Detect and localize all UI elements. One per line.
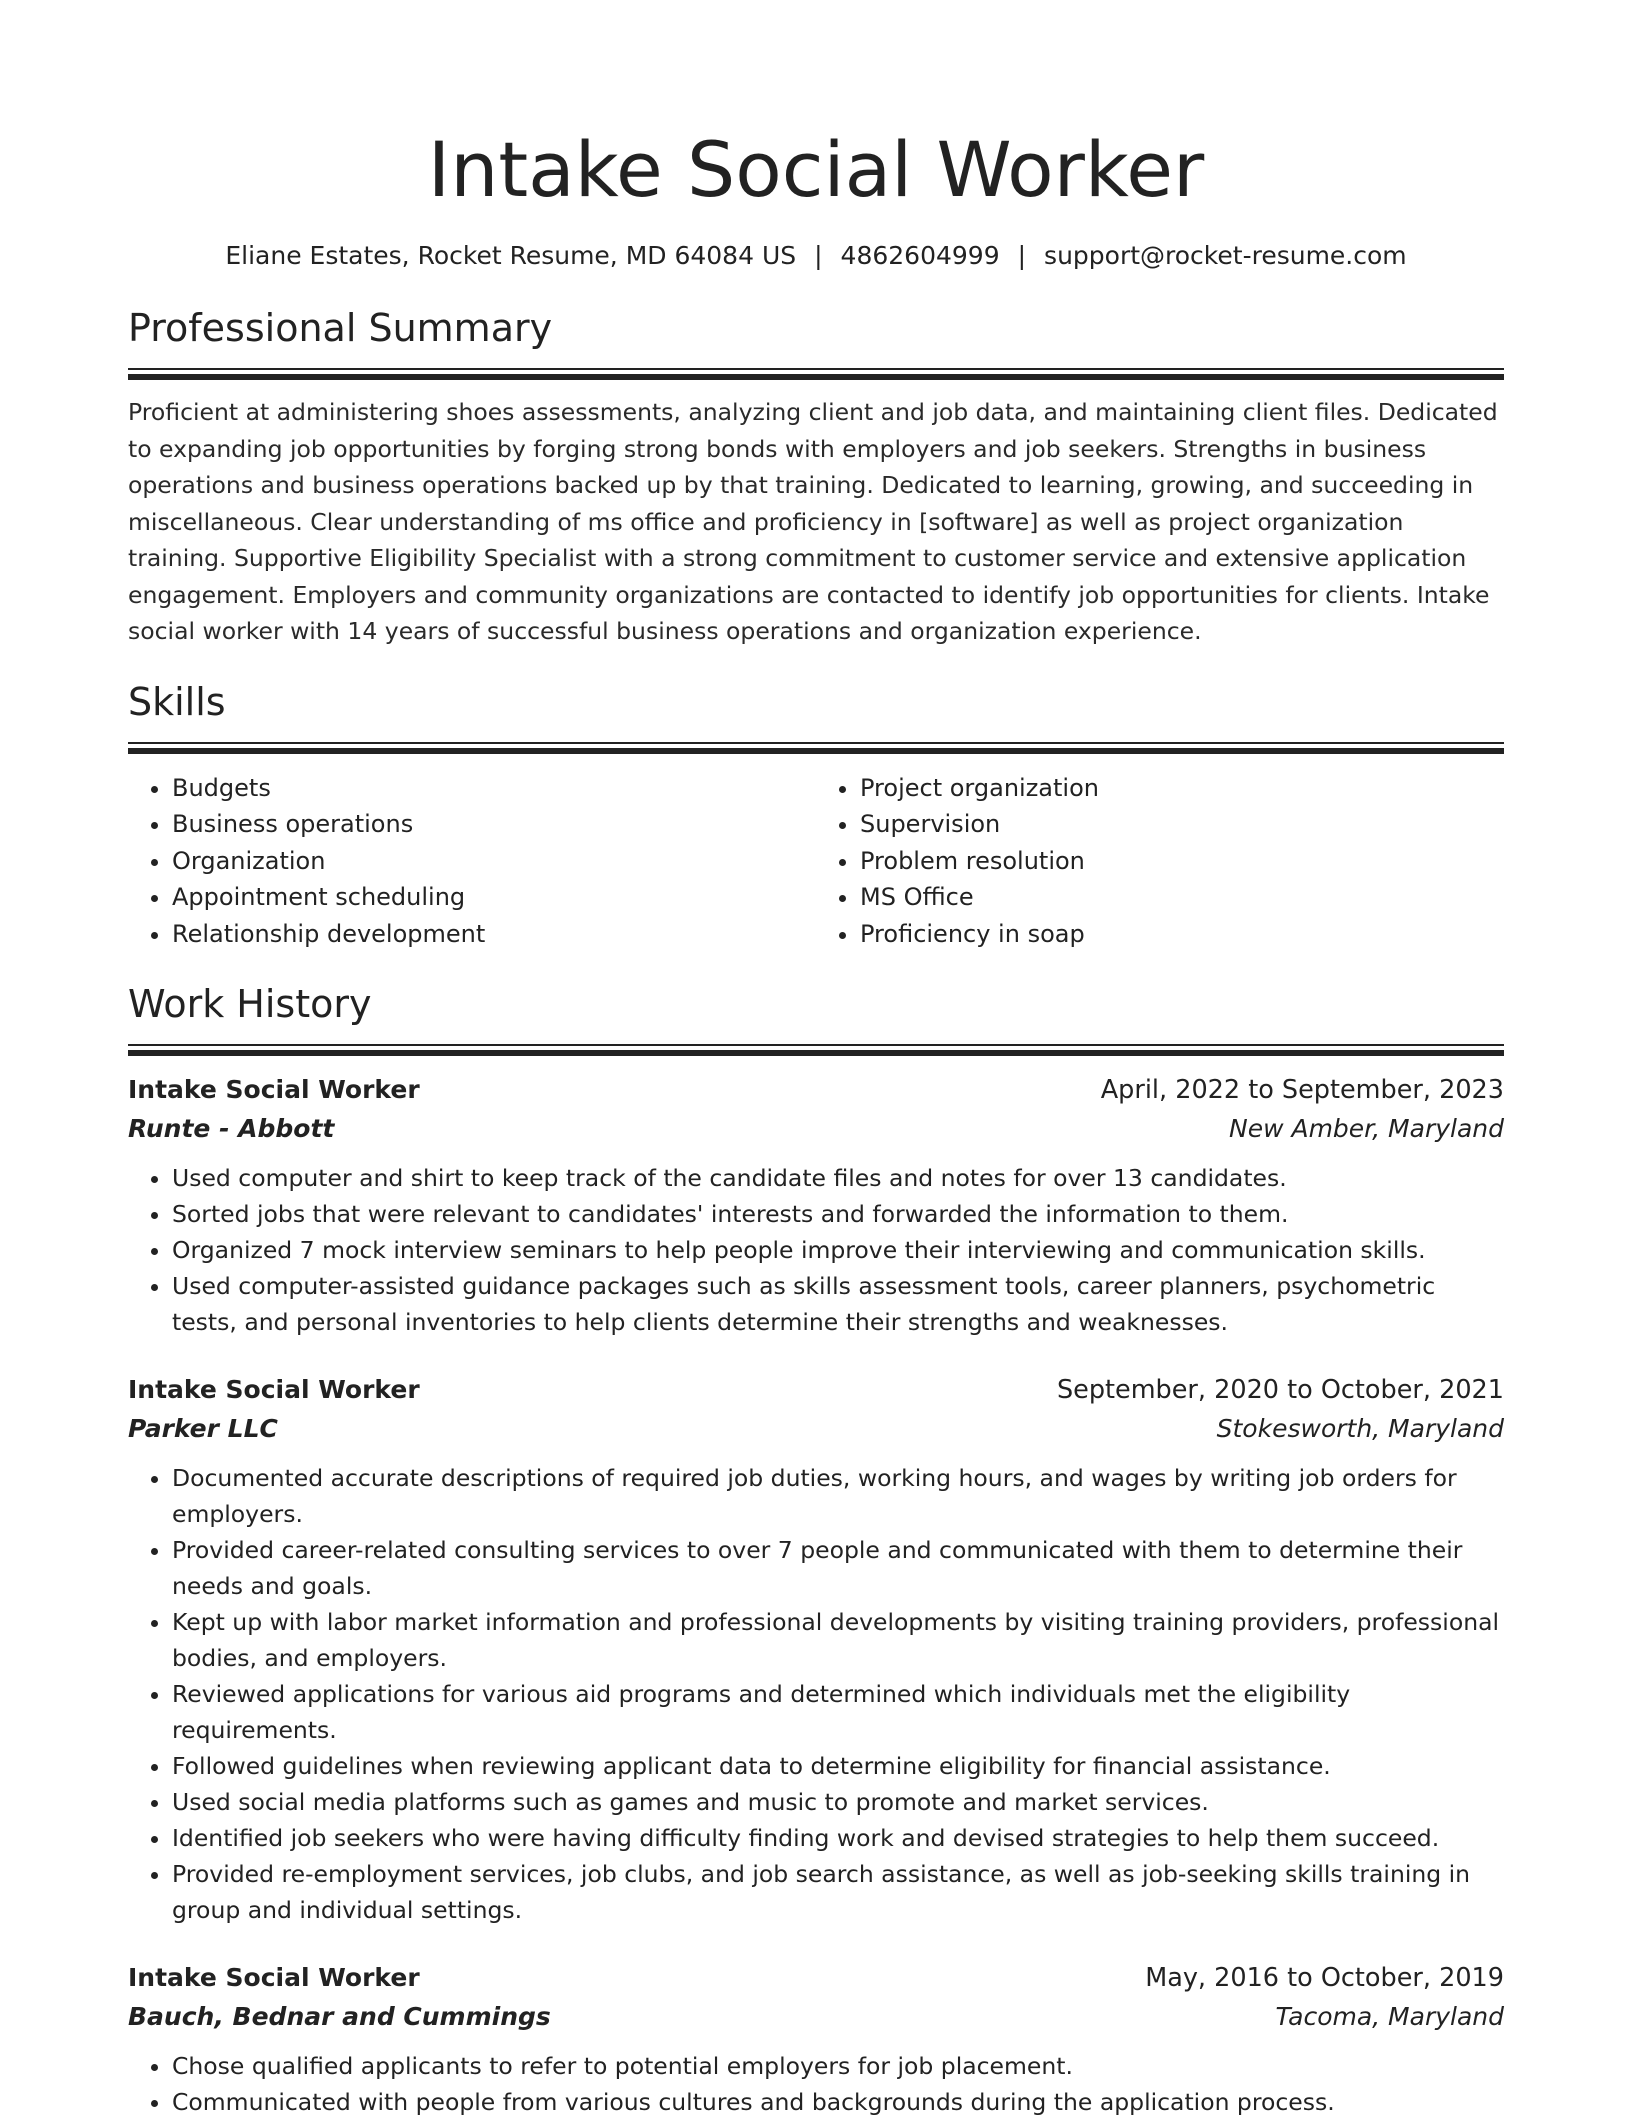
section-divider (128, 742, 1504, 744)
contact-separator: | (814, 241, 823, 270)
summary-heading: Professional Summary (128, 306, 553, 350)
skill-item: • Problem resolution (860, 843, 1504, 880)
job-company-row (128, 1410, 1504, 1448)
summary-text: Proficient at administering shoes assessments, analyzing client and job data, and maintaining client files. Dedicated to expanding job opportunities by forging strong bonds with employers and job seekers. Strengths in business operations and business operations backed up by that training. Dedicated to learning, growing, and succeeding in miscellaneous. Clear understanding of ms office and proficiency in [software] as well as project organization training. Supportive Eligibility Specialist with a strong commitment to customer service and extensive application engagement. Employers and community organizations are contacted to identify job opportunities for clients. Intake social worker with 14 years of successful business operations and organization experience. (128, 398, 1498, 645)
section-divider (128, 368, 1504, 370)
job-company-row (128, 1998, 1504, 2036)
job-bullet: • Identified job seekers who were having difficulty finding work and devised strategies to help them succeed. (172, 1820, 1504, 1856)
job-title: Intake Social Worker (128, 1963, 420, 1992)
skills-list-right (816, 770, 1504, 953)
section-divider-thick (128, 1050, 1504, 1056)
skill-item: • Proficiency in soap (860, 916, 1504, 953)
job-company: Runte - Abbott (128, 1114, 335, 1143)
job-bullet: • Used computer and shirt to keep track of the candidate files and notes for over 13 candidates. (172, 1160, 1504, 1196)
job-bullet: • Kept up with labor market information and professional developments by visiting training providers, professional bodies, and employers. (172, 1604, 1504, 1676)
job-bullet: • Used social media platforms such as games and music to promote and market services. (172, 1784, 1504, 1820)
job-bullet: • Used computer-assisted guidance packages such as skills assessment tools, career planners, psychometric tests, and personal inventories to help clients determine their strengths and weaknesses. (172, 1268, 1504, 1340)
job-entry (128, 1958, 1504, 2120)
job-company: Parker LLC (128, 1414, 278, 1443)
contact-email: support@rocket-resume.com (1044, 241, 1407, 270)
skills-columns (128, 770, 1504, 953)
resume-title: Intake Social Worker (427, 125, 1205, 214)
skills-list-left (128, 770, 816, 953)
job-entry (128, 1070, 1504, 1340)
job-header-row (128, 1070, 1504, 1110)
job-bullet: • Provided career-related consulting services to over 7 people and communicated with them to determine their needs and goals. (172, 1532, 1504, 1604)
job-dates: May, 2016 to October, 2019 (1145, 1963, 1504, 1993)
job-title: Intake Social Worker (128, 1075, 420, 1104)
job-bullet: • Reviewed applications for various aid programs and determined which individuals met the eligibility requirements. (172, 1676, 1504, 1748)
skill-item: • Supervision (860, 806, 1504, 843)
job-company: Bauch, Bednar and Cummings (128, 2002, 551, 2031)
contact-separator: | (1017, 241, 1027, 270)
contact-address: Eliane Estates, Rocket Resume, MD 64084 US (225, 241, 797, 270)
job-header-row (128, 1370, 1504, 1410)
job-bullets (128, 2048, 1504, 2120)
job-bullet: • Provided re-employment services, job clubs, and job search assistance, as well as job-seeking skills training in group and individual settings. (172, 1856, 1504, 1928)
job-location: New Amber, Maryland (1229, 1114, 1504, 1143)
job-bullet: • Chose qualified applicants to refer to potential employers for job placement. (172, 2048, 1504, 2084)
section-divider-thick (128, 748, 1504, 754)
contact-line (128, 238, 1504, 274)
skills-section (128, 678, 1504, 953)
skill-item: • Appointment scheduling (172, 879, 816, 916)
job-location: Stokesworth, Maryland (1216, 1414, 1504, 1443)
section-divider (128, 1044, 1504, 1046)
job-company-row (128, 1110, 1504, 1148)
section-divider-thick (128, 374, 1504, 380)
job-bullet: • Followed guidelines when reviewing applicant data to determine eligibility for financial assistance. (172, 1748, 1504, 1784)
skill-item: • Business operations (172, 806, 816, 843)
job-dates: April, 2022 to September, 2023 (1100, 1075, 1504, 1105)
contact-phone: 4862604999 (840, 241, 1000, 270)
skills-heading: Skills (128, 679, 226, 724)
work-history-section (128, 980, 1504, 2120)
job-header-row (128, 1958, 1504, 1998)
summary-section (128, 304, 1504, 650)
skill-item: • Budgets (172, 770, 816, 807)
skill-item: • Organization (172, 843, 816, 880)
job-bullet: • Communicated with people from various cultures and backgrounds during the application process. (172, 2084, 1504, 2120)
job-list (128, 1070, 1504, 2120)
job-entry (128, 1370, 1504, 1928)
job-bullet: • Sorted jobs that were relevant to candidates' interests and forwarded the information to them. (172, 1196, 1504, 1232)
skill-item: • Project organization (860, 770, 1504, 807)
job-bullets (128, 1460, 1504, 1928)
job-title: Intake Social Worker (128, 1375, 420, 1404)
skill-item: • MS Office (860, 879, 1504, 916)
job-bullet: • Organized 7 mock interview seminars to help people improve their interviewing and communication skills. (172, 1232, 1504, 1268)
job-bullet: • Documented accurate descriptions of required job duties, working hours, and wages by writing job orders for employers. (172, 1460, 1504, 1532)
job-dates: September, 2020 to October, 2021 (1056, 1375, 1504, 1405)
job-location: Tacoma, Maryland (1275, 2002, 1504, 2031)
skill-item: • Relationship development (172, 916, 816, 953)
job-bullets (128, 1160, 1504, 1340)
work-history-heading: Work History (128, 982, 372, 1026)
